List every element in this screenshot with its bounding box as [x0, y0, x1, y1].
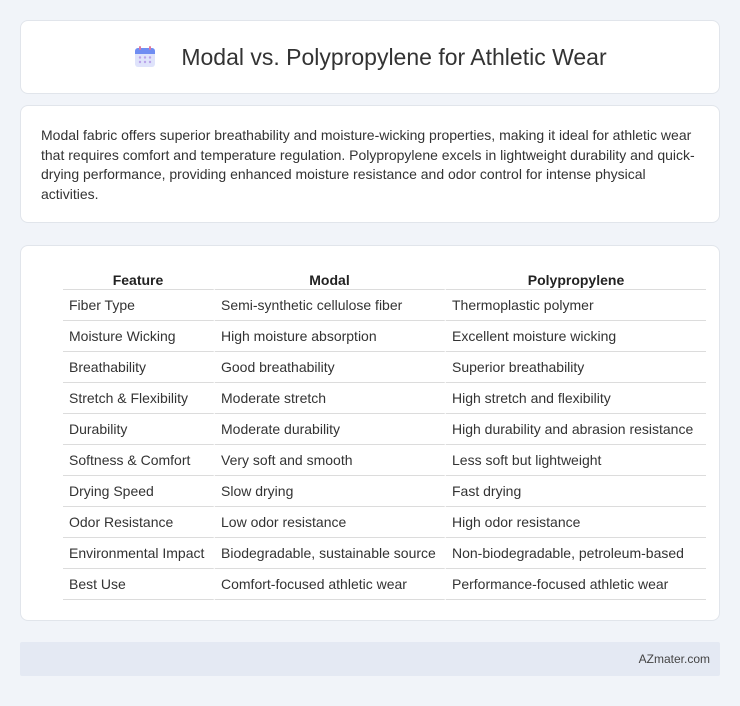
polypropylene-cell: Fast drying — [446, 476, 706, 507]
column-header-polypropylene: Polypropylene — [446, 266, 706, 290]
title-card — [20, 20, 720, 94]
feature-cell: Environmental Impact — [63, 538, 215, 569]
polypropylene-cell: Non-biodegradable, petroleum-based — [446, 538, 706, 569]
feature-cell: Breathability — [63, 352, 215, 383]
polypropylene-cell: High stretch and flexibility — [446, 383, 706, 414]
feature-cell: Best Use — [63, 569, 215, 600]
modal-cell: High moisture absorption — [215, 321, 446, 352]
footer-brand: AZmater.com — [638, 652, 710, 666]
modal-cell: Moderate durability — [215, 414, 446, 445]
modal-cell: Semi-synthetic cellulose fiber — [215, 290, 446, 321]
feature-cell: Softness & Comfort — [63, 445, 215, 476]
modal-cell: Biodegradable, sustainable source — [215, 538, 446, 569]
table-row — [63, 569, 706, 600]
footer — [20, 642, 720, 676]
polypropylene-cell: Less soft but lightweight — [446, 445, 706, 476]
table-body — [63, 290, 706, 600]
polypropylene-cell: Superior breathability — [446, 352, 706, 383]
calendar-icon — [133, 45, 157, 69]
modal-cell: Slow drying — [215, 476, 446, 507]
column-header-feature: Feature — [63, 266, 215, 290]
polypropylene-cell: Thermoplastic polymer — [446, 290, 706, 321]
polypropylene-cell: High odor resistance — [446, 507, 706, 538]
comparison-card — [20, 245, 720, 621]
table-row — [63, 290, 706, 321]
modal-cell: Very soft and smooth — [215, 445, 446, 476]
polypropylene-cell: Performance-focused athletic wear — [446, 569, 706, 600]
description-text: Modal fabric offers superior breathability and moisture-wicking properties, making it ideal for athletic wear that requires comfort and temperature regulation. Polypropylene excels in lightweight durability and quick-drying performance, providing enhanced moisture resistance and odor control for intense physical activities. — [41, 127, 695, 202]
table-row — [63, 445, 706, 476]
table-row — [63, 414, 706, 445]
column-header-modal: Modal — [215, 266, 446, 290]
feature-cell: Drying Speed — [63, 476, 215, 507]
table-row — [63, 538, 706, 569]
table-header-row — [63, 266, 706, 290]
table-row — [63, 383, 706, 414]
table-row — [63, 476, 706, 507]
feature-cell: Odor Resistance — [63, 507, 215, 538]
description-card — [20, 105, 720, 223]
polypropylene-cell: Excellent moisture wicking — [446, 321, 706, 352]
feature-cell: Fiber Type — [63, 290, 215, 321]
modal-cell: Comfort-focused athletic wear — [215, 569, 446, 600]
polypropylene-cell: High durability and abrasion resistance — [446, 414, 706, 445]
modal-cell: Low odor resistance — [215, 507, 446, 538]
table-row — [63, 352, 706, 383]
modal-cell: Moderate stretch — [215, 383, 446, 414]
comparison-table — [63, 266, 706, 600]
table-row — [63, 321, 706, 352]
feature-cell: Durability — [63, 414, 215, 445]
feature-cell: Moisture Wicking — [63, 321, 215, 352]
table-row — [63, 507, 706, 538]
page-title: Modal vs. Polypropylene for Athletic Wear — [181, 43, 607, 70]
feature-cell: Stretch & Flexibility — [63, 383, 215, 414]
modal-cell: Good breathability — [215, 352, 446, 383]
